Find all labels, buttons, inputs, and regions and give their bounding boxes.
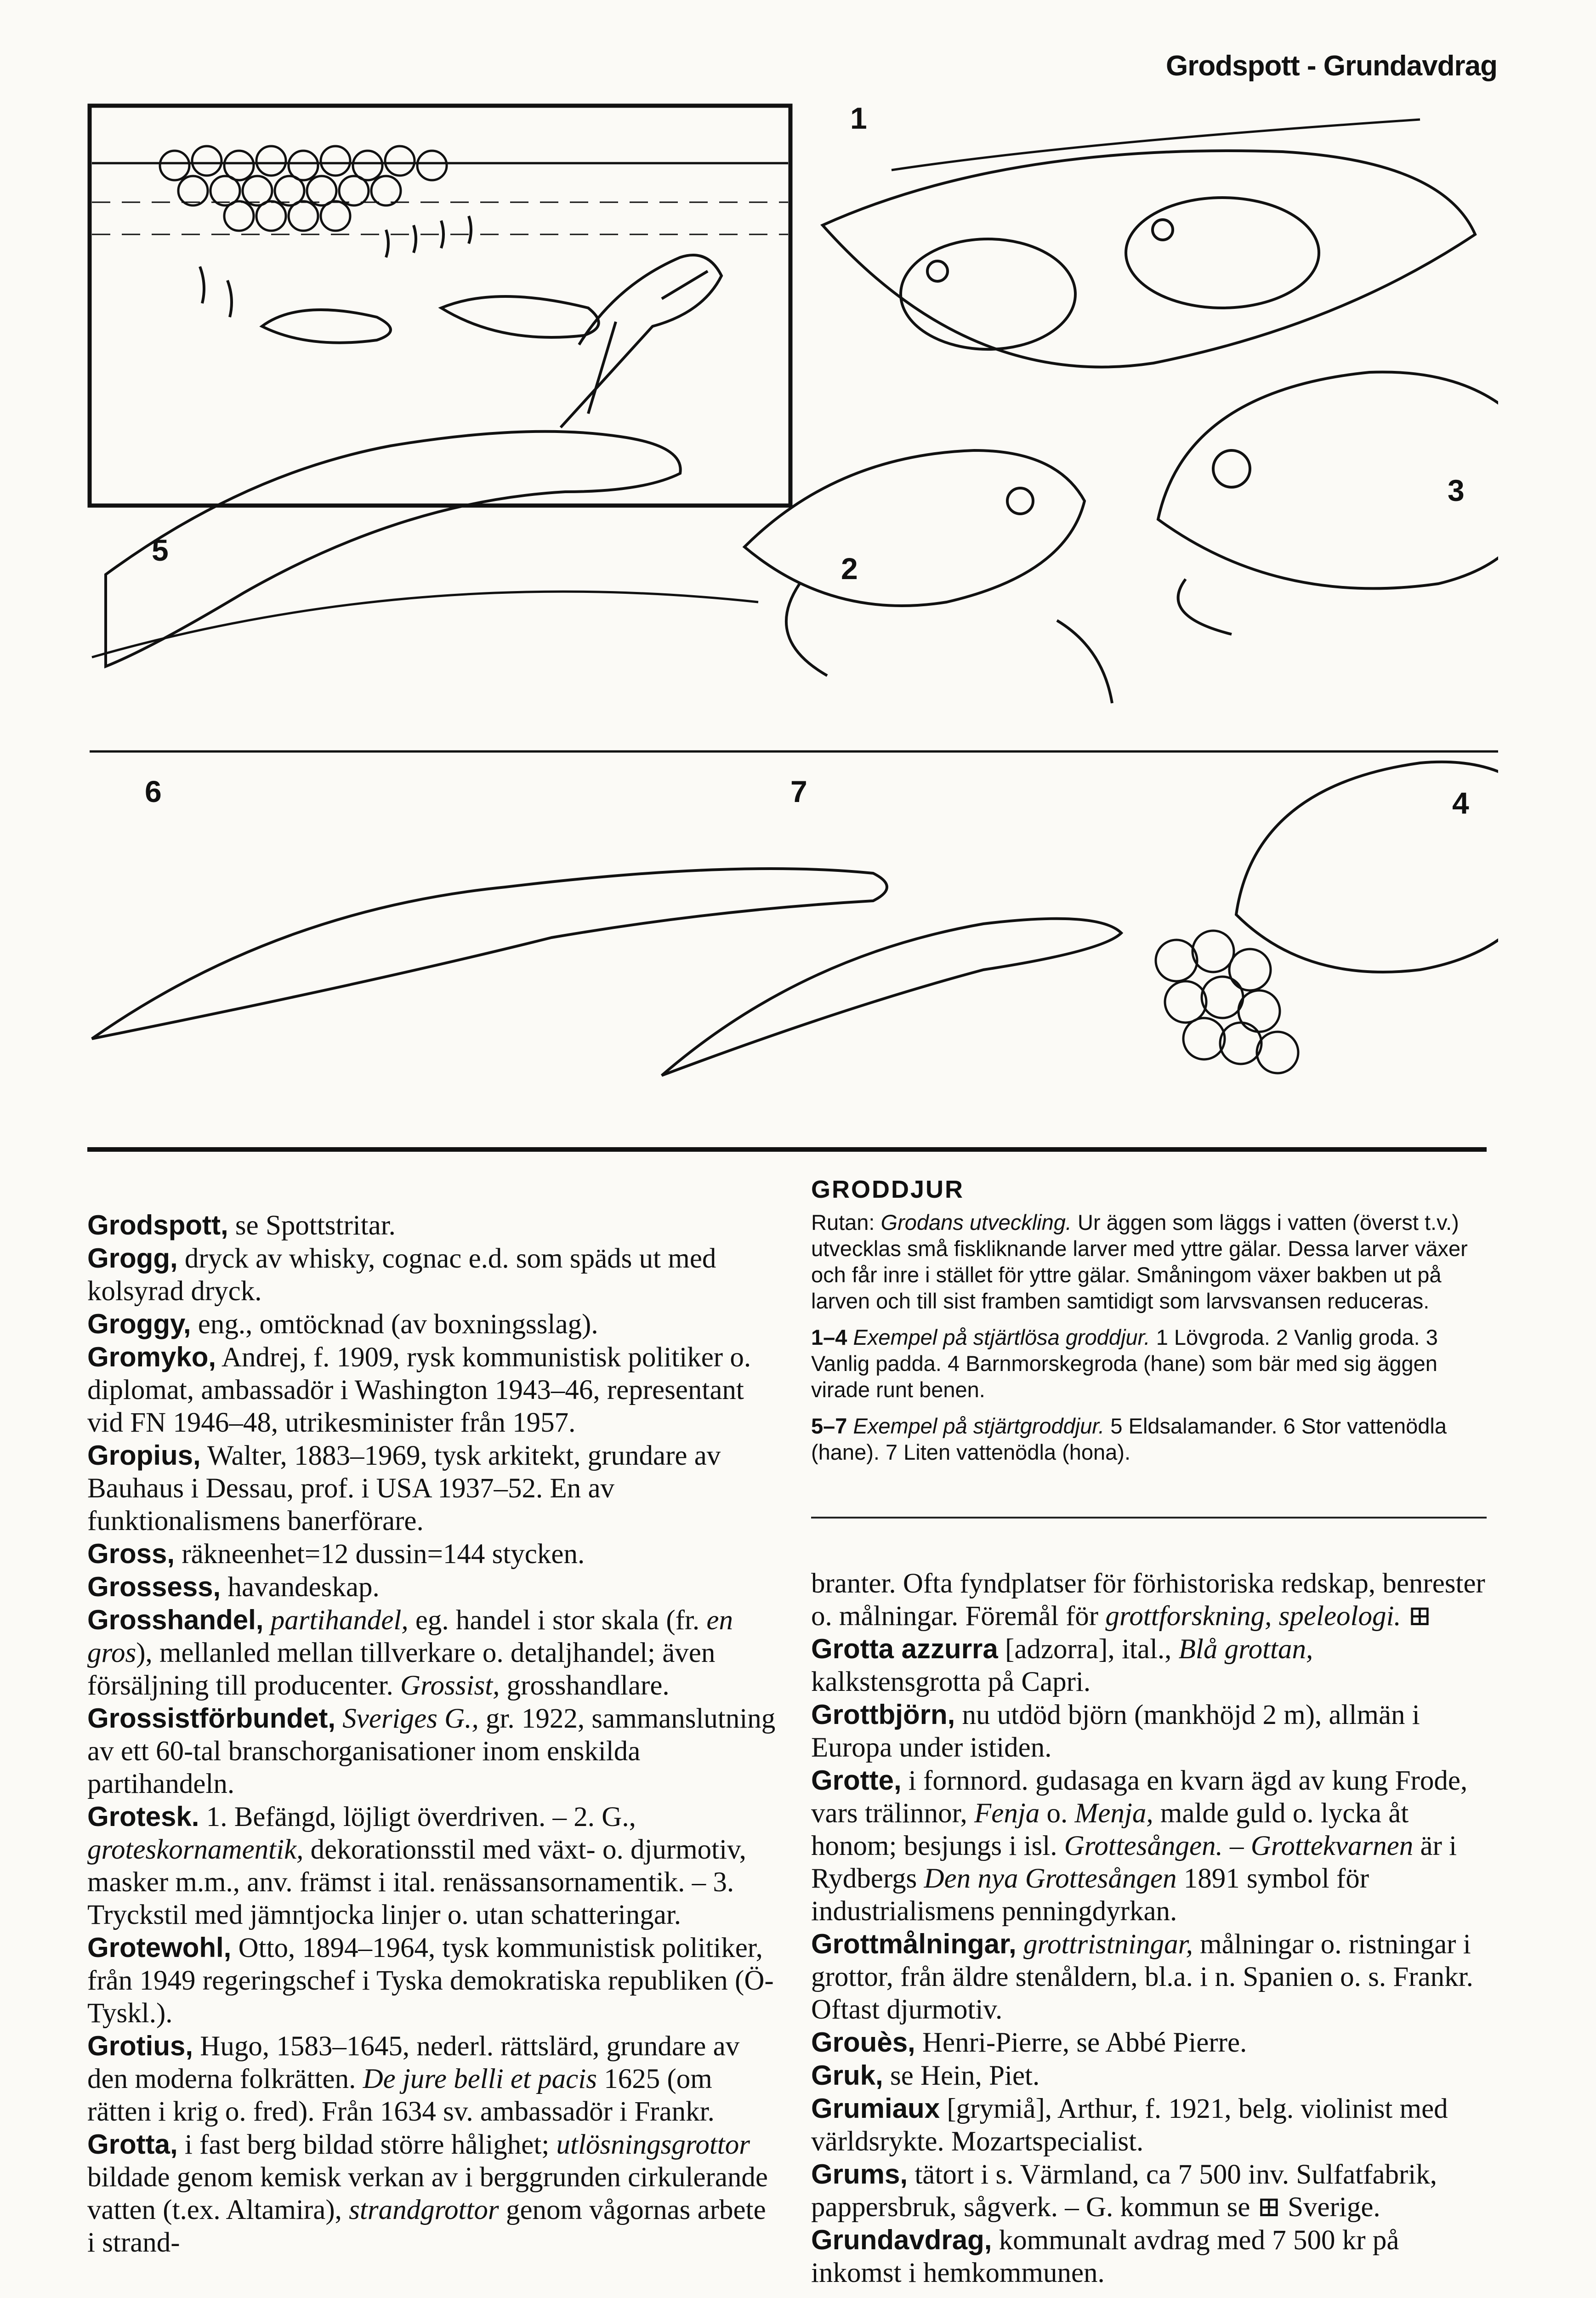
figure-number-6: 6 bbox=[145, 774, 162, 808]
entry-headword: Grotius, bbox=[87, 2031, 193, 2061]
entry-text: tätort i s. Värmland, ca 7 500 inv. Sulfatfabrik, pappersbruk, sågverk. – G. kommun se ⊞ Sverige. bbox=[811, 2159, 1437, 2223]
figure-bottom-rule bbox=[87, 1147, 1487, 1152]
entry-italic-text: grottforskning, speleologi. bbox=[1098, 1601, 1401, 1632]
entry-text: se Spottstritar. bbox=[228, 1210, 396, 1241]
entry-text: i fornnord. gudasaga en kvarn ägd av kung Frode, vars trälinnor, bbox=[811, 1765, 1468, 1829]
running-head: Grodspott - Grundavdrag bbox=[1166, 50, 1497, 82]
entry-italic-text: Grottesången. – Grottekvarnen bbox=[1057, 1831, 1414, 1861]
dictionary-entry bbox=[87, 1308, 777, 1341]
entry-headword: Grodspott, bbox=[87, 1210, 228, 1240]
dictionary-entry bbox=[87, 1702, 777, 1800]
dictionary-entry bbox=[87, 1439, 777, 1537]
entries-left-column bbox=[87, 1209, 777, 2259]
dictionary-entry bbox=[87, 1242, 777, 1308]
figure-number-2: 2 bbox=[841, 552, 858, 586]
entry-text: i fast berg bildad större hålighet; bbox=[177, 2129, 550, 2160]
figure-number-5: 5 bbox=[152, 533, 169, 567]
entry-text: eg. handel i stor skala (fr. bbox=[408, 1605, 700, 1636]
entry-text: kommunalt avdrag med 7 500 kr på inkomst i hemkommunen. bbox=[811, 2225, 1399, 2288]
entry-italic-text: Grossist, bbox=[393, 1670, 500, 1701]
entry-text: havandeskap. bbox=[221, 1572, 380, 1603]
groddjur-illustration bbox=[64, 87, 1498, 1144]
entry-text: nu utdöd björn (mankhöjd 2 m), allmän i Europa under istiden. bbox=[811, 1700, 1420, 1763]
entry-italic-text: De jure belli et pacis bbox=[356, 2064, 597, 2094]
entry-headword: Grottmålningar, bbox=[811, 1928, 1017, 1959]
entry-text: målningar o. ristningar i grottor, från äldre stenåldern, bl.a. i n. Spanien o. s. Frankr. Oftast djurmotiv. bbox=[811, 1929, 1473, 2025]
entry-headword: Grotte, bbox=[811, 1765, 902, 1796]
entry-text: genom vågornas arbete i strand- bbox=[87, 2195, 766, 2258]
dictionary-entry bbox=[87, 1209, 777, 1242]
dictionary-entry bbox=[811, 2026, 1487, 2059]
entry-italic-text: en gros bbox=[87, 1605, 733, 1668]
entry-text: ), mellanled mellan tillverkare o. detaljhandel; även försäljning till producenter. bbox=[87, 1638, 716, 1701]
caption-title: GRODDJUR bbox=[811, 1176, 965, 1203]
entry-italic-text: Menja, bbox=[1068, 1798, 1153, 1829]
tree-frog-1-icon bbox=[901, 239, 1075, 349]
entry-italic-text: strandgrottor bbox=[341, 2195, 499, 2225]
entry-text: är i Rydbergs bbox=[811, 1831, 1457, 1894]
dictionary-entry bbox=[87, 1800, 777, 1931]
figure-caption bbox=[811, 1177, 1487, 1475]
entry-text: gr. 1922, sammanslutning av ett 60-tal branschorganisationer inom enskilda partihandeln. bbox=[87, 1703, 776, 1799]
dictionary-entry bbox=[87, 1604, 777, 1702]
entry-headword: Gross, bbox=[87, 1538, 175, 1569]
entry-headword: Groggy, bbox=[87, 1308, 191, 1339]
tree-frog-2-icon bbox=[1126, 198, 1319, 308]
tadpole-icon bbox=[262, 310, 391, 343]
caption-rutan: Rutan: Grodans utveckling. Ur äggen som läggs i vatten (överst t.v.) utvecklas små fiskliknande larver med yttre gälar. Dessa larver växer och får inre i stället för yttre gälar. Småningom växer bakben ut på larven och till sist framben samtidigt som larvsvansen reduceras. bbox=[811, 1210, 1468, 1313]
entry-italic-text: utlösningsgrottor bbox=[549, 2129, 750, 2160]
dictionary-entry bbox=[87, 1537, 777, 1570]
dictionary-entry bbox=[811, 2059, 1487, 2092]
entry-italic-text: Den nya Grottesången bbox=[917, 1863, 1177, 1894]
dictionary-entry bbox=[811, 1698, 1487, 1764]
entry-text: [grymiå], Arthur, f. 1921, belg. violinist med världsrykte. Mozartspecialist. bbox=[811, 2093, 1448, 2157]
entry-headword: Gropius, bbox=[87, 1440, 201, 1471]
entry-italic-text: grottristningar, bbox=[1016, 1929, 1193, 1960]
dictionary-entry bbox=[87, 2030, 777, 2128]
entry-headword: Grums, bbox=[811, 2159, 908, 2190]
entry-text: Hugo, 1583–1645, nederl. rättslärd, grundare av den moderna folkrätten. bbox=[87, 2031, 740, 2094]
entry-text: 1625 (om rätten i krig o. fred). Från 1634 sv. ambassadör i Frankr. bbox=[87, 2064, 715, 2127]
entry-italic-text: Blå grottan, bbox=[1171, 1634, 1313, 1665]
common-toad-icon bbox=[1158, 372, 1498, 634]
entry-text: Walter, 1883–1969, tysk arkitekt, grundare av Bauhaus i Dessau, prof. i USA 1937–52. En av funktionalismens banerförare. bbox=[87, 1440, 721, 1536]
dictionary-entry bbox=[87, 1341, 777, 1439]
entry-text: Henri-Pierre, se Abbé Pierre. bbox=[915, 2027, 1247, 2058]
entry-text: se Hein, Piet. bbox=[883, 2060, 1040, 2091]
dictionary-entry bbox=[87, 1570, 777, 1604]
entry-text: 1. Befängd, löjligt överdriven. – 2. G., bbox=[199, 1802, 636, 1832]
figure-number-3: 3 bbox=[1448, 473, 1465, 507]
entry-headword: Grotewohl, bbox=[87, 1932, 232, 1963]
dictionary-entry bbox=[811, 2158, 1487, 2224]
dictionary-entry bbox=[811, 1764, 1487, 1928]
tadpole-legs-icon bbox=[441, 296, 599, 337]
entry-text: kalkstensgrotta på Capri. bbox=[811, 1667, 1091, 1697]
entry-headword: Grotesk. bbox=[87, 1801, 199, 1832]
entry-italic-text: groteskornamentik, bbox=[87, 1834, 304, 1865]
entry-headword: Gromyko, bbox=[87, 1342, 216, 1372]
entry-text: branter. Ofta fyndplatser för förhistoriska redskap, benrester o. målningar. Föremål för bbox=[811, 1568, 1485, 1632]
smooth-newt-icon bbox=[662, 919, 1121, 1075]
figure-number-1: 1 bbox=[850, 101, 867, 135]
dictionary-entry bbox=[811, 2224, 1487, 2289]
dictionary-entry bbox=[87, 1931, 777, 2030]
entry-italic-text: Sveriges G., bbox=[335, 1703, 479, 1734]
entry-italic-text: partihandel, bbox=[263, 1605, 409, 1636]
dictionary-entry bbox=[811, 1632, 1487, 1698]
entry-text: Otto, 1894–1964, tysk kommunistisk politiker, från 1949 regeringschef i Tyska demokratiska republiken (Ö-Tyskl.). bbox=[87, 1933, 774, 2029]
entry-headword: Grumiaux bbox=[811, 2093, 940, 2124]
caption-group-2: 5–7 Exempel på stjärtgroddjur. 5 Eldsalamander. 6 Stor vattenödla (hane). 7 Liten vattenödla (hona). bbox=[811, 1414, 1447, 1464]
entry-text: grosshandlare. bbox=[500, 1670, 670, 1701]
entry-text: 1891 symbol för industrialismens penningdyrkan. bbox=[811, 1863, 1369, 1927]
entry-italic-text: Fenja bbox=[967, 1798, 1040, 1829]
entry-text: ⊞ bbox=[1401, 1601, 1432, 1632]
common-frog-icon bbox=[744, 450, 1112, 703]
entry-text: Andrej, f. 1909, rysk kommunistisk politiker o. diplomat, ambassadör i Washington 1943–46, representant vid FN 1946–48, utrikesminister från 1957. bbox=[87, 1342, 751, 1438]
development-inset-box bbox=[90, 106, 790, 506]
entry-text: [adzorra], ital., bbox=[998, 1634, 1172, 1665]
caption-group-1: 1–4 Exempel på stjärtlösa groddjur. 1 Lövgroda. 2 Vanlig groda. 3 Vanlig padda. 4 Barnmorskegroda (hane) som bär med sig äggen virade runt benen. bbox=[811, 1325, 1438, 1402]
froglet-icon bbox=[561, 255, 721, 427]
great-crested-newt-icon bbox=[92, 869, 887, 1039]
entry-text: dryck av whisky, cognac e.d. som späds ut med kolsyrad dryck. bbox=[87, 1243, 716, 1307]
entry-headword: Grosshandel, bbox=[87, 1604, 264, 1635]
figure-number-7: 7 bbox=[790, 774, 807, 808]
dictionary-entry bbox=[811, 1567, 1487, 1632]
entry-headword: Grottbjörn, bbox=[811, 1699, 955, 1730]
entry-headword: Grouès, bbox=[811, 2027, 915, 2058]
dictionary-entry bbox=[87, 2128, 777, 2259]
entry-headword: Grossess, bbox=[87, 1571, 221, 1602]
entry-headword: Grossistförbundet, bbox=[87, 1703, 336, 1734]
entry-text: räkneenhet=12 dussin=144 stycken. bbox=[175, 1539, 585, 1570]
entry-headword: Grogg, bbox=[87, 1243, 178, 1274]
midwife-egg-icon bbox=[1156, 931, 1298, 1073]
dictionary-entry bbox=[811, 1928, 1487, 2026]
entry-headword: Grotta, bbox=[87, 2129, 178, 2160]
egg-cluster-icon bbox=[160, 146, 447, 231]
entry-text: bildade genom kemisk verkan av i berggrunden cirkulerande vatten (t.ex. Altamira), bbox=[87, 2162, 768, 2225]
entry-headword: Grotta azzurra bbox=[811, 1633, 998, 1664]
caption-bottom-rule bbox=[811, 1517, 1487, 1519]
figure-number-4: 4 bbox=[1452, 786, 1469, 820]
entry-text: malde guld o. lycka åt honom; besjungs i isl. bbox=[811, 1798, 1409, 1861]
entry-text: o. bbox=[1039, 1798, 1068, 1829]
entry-text: eng., omtöcknad (av boxningsslag). bbox=[191, 1309, 598, 1340]
dictionary-entry bbox=[811, 2092, 1487, 2158]
entry-headword: Gruk, bbox=[811, 2060, 883, 2091]
entries-right-column bbox=[811, 1567, 1487, 2289]
entry-text: dekorationsstil med växt- o. djurmotiv, masker m.m., anv. främst i ital. renässansornamentik. – 3. Tryckstil med jämntjocka linjer o. utan schatteringar. bbox=[87, 1834, 746, 1930]
entry-headword: Grundavdrag, bbox=[811, 2224, 992, 2255]
